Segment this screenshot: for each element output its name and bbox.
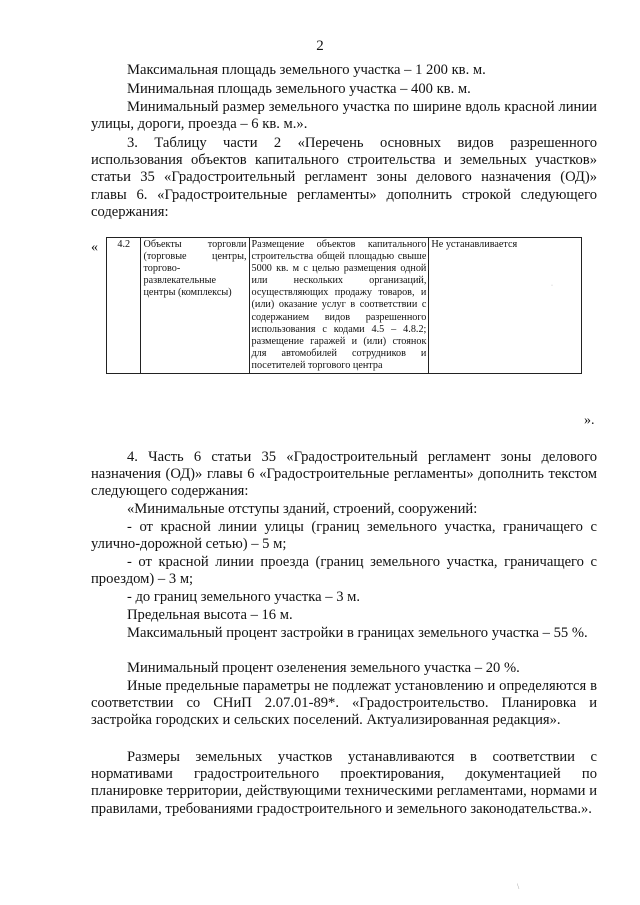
paragraph-setback-street: - от красной линии улицы (границ земельного участка, граничащего с улично-дорожной сетью) – 5 м;: [91, 519, 597, 553]
paragraph-setback-border: - до границ земельного участка – 3 м.: [127, 589, 361, 605]
paragraph-lot-sizes: Размеры земельных участков устанавливаются в соответствии с нормативами градостроительного проектирования, документацией по планировке территории, действующими техническими регламентами, нормами и правилами, требованиями градостроительного и земельного законодательства.».: [91, 749, 597, 817]
paragraph-max-coverage: Максимальный процент застройки в границах земельного участка – 55 %.: [127, 625, 588, 641]
cell-description: Размещение объектов капитального строительства общей площадью свыше 5000 кв. м с целью размещения одной или нескольких организаций, осуществляющих продажу товаров, и (или) оказание услуг в соответствии с содержанием видов разрешенного использования с кодами 4.5 – 4.8.2; размещение гаражей и (или) стоянок для автомобилей сотрудников и посетителей торгового центра: [249, 238, 429, 374]
table-row: [107, 238, 582, 374]
paragraph-item-4: 4. Часть 6 статьи 35 «Градостроительный регламент зоны делового назначения (ОД)» главы 6 «Градостроительные регламенты» дополнить текстом следующего содержания:: [91, 449, 597, 500]
table-open-quote: «: [91, 240, 98, 255]
scan-speck: ·: [551, 283, 553, 289]
paragraph-min-width: Минимальный размер земельного участка по ширине вдоль красной линии улицы, дороги, проезда – 6 кв. м.».: [91, 99, 597, 133]
table-close-quote: ».: [584, 413, 595, 428]
scan-speck-bottom: \: [517, 882, 520, 891]
cell-name: Объекты торговли (торговые центры, торгово-развлекательные центры (комплексы): [141, 238, 249, 374]
paragraph-item-3: 3. Таблицу части 2 «Перечень основных видов разрешенного использования объектов капитального строительства и земельных участков» статьи 35 «Градостроительный регламент зоны делового назначения (ОД)» главы 6. «Градостроительные регламенты» дополнить строкой следующего содержания:: [91, 135, 597, 220]
cell-code: 4.2: [107, 238, 141, 374]
paragraph-setback-driveway: - от красной линии проезда (границ земельного участка, граничащего с проездом) – 3 м;: [91, 554, 597, 588]
page-number: 2: [316, 38, 324, 54]
paragraph-max-height: Предельная высота – 16 м.: [127, 607, 293, 623]
paragraph-max-area: Максимальная площадь земельного участка – 1 200 кв. м.: [127, 62, 486, 78]
paragraph-setbacks-intro: «Минимальные отступы зданий, строений, сооружений:: [127, 501, 478, 517]
regulation-table: [106, 237, 582, 374]
cell-parameters: Не устанавливается: [429, 238, 582, 374]
paragraph-min-greening: Минимальный процент озеленения земельного участка – 20 %.: [127, 660, 520, 676]
paragraph-other-params: Иные предельные параметры не подлежат установлению и определяются в соответствии со СНиП 2.07.01-89*. «Градостроительство. Планировка и застройка городских и сельских поселений. Актуализированная редакция».: [91, 678, 597, 729]
paragraph-min-area: Минимальная площадь земельного участка – 400 кв. м.: [127, 81, 471, 97]
